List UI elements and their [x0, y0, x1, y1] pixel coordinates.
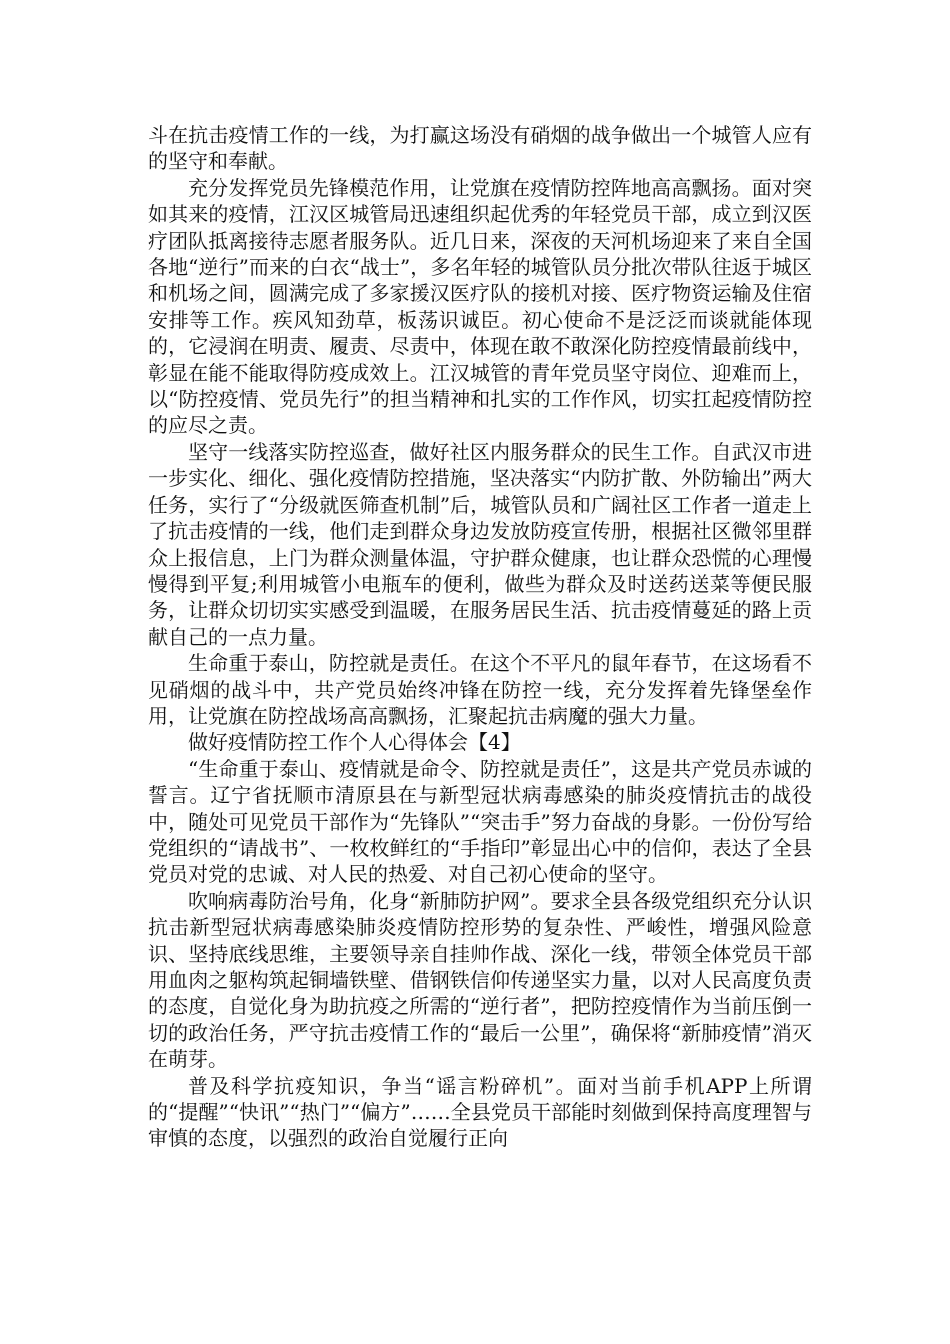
paragraph: 充分发挥党员先锋模范作用，让党旗在疫情防控阵地高高飘扬。面对突如其来的疫情，江汉区城管局迅速组织起优秀的年轻党员干部，成立到汉医疗团队抵离接待志愿者服务队。近几日来，深夜的天河机场迎来了来自全国各地“逆行”而来的白衣“战士”，多名年轻的城管队员分批次带队往返于城区和机场之间，圆满完成了多家援汉医疗队的接机对接、医疗物资运输及住宿安排等工作。疾风知劲草，板荡识诚臣。初心使命不是泛泛而谈就能体现的，它浸润在明责、履责、尽责中，体现在敢不敢深化防控疫情最前线中，彰显在能不能取得防疫成效上。江汉城管的青年党员坚守岗位、迎难而上，以“防控疫情、党员先行”的担当精神和扎实的工作作风，切实扛起疫情防控的应尽之责。 — [148, 175, 812, 438]
document-body — [148, 122, 812, 1152]
paragraph: 吹响病毒防治号角，化身“新肺防护网”。要求全县各级党组织充分认识抗击新型冠状病毒感染肺炎疫情防控形势的复杂性、严峻性，增强风险意识、坚持底线思维，主要领导亲自挂帅作战、深化一线，带领全体党员干部用血肉之躯构筑起铜墙铁壁、借钢铁信仰传递坚实力量，以对人民高度负责的态度，自觉化身为助抗疫之所需的“逆行者”，把防控疫情作为当前压倒一切的政治任务，严守抗击疫情工作的“最后一公里”，确保将“新肺疫情”消灭在萌芽。 — [148, 888, 812, 1072]
section-heading: 做好疫情防控工作个人心得体会【4】 — [188, 730, 521, 755]
paragraph-continued: 斗在抗击疫情工作的一线，为打赢这场没有硝烟的战争做出一个城管人应有的坚守和奉献。 — [148, 123, 812, 174]
paragraph: “生命重于泰山、疫情就是命令、防控就是责任”，这是共产党员赤诚的誓言。辽宁省抚顺市清原县在与新型冠状病毒感染的肺炎疫情抗击的战役中，随处可见党员干部作为“先锋队”“突击手”努力奋战的身影。一份份写给党组织的“请战书”、一枚枚鲜红的“手指印”彰显出心中的信仰，表达了全县党员对党的忠诚、对人民的热爱、对自己初心使命的坚守。 — [148, 756, 812, 887]
paragraph: 普及科学抗疫知识，争当“谣言粉碎机”。面对当前手机APP上所谓的“提醒”“快讯”“热门”“偏方”……全县党员干部能时刻做到保持高度理智与审慎的态度，以强烈的政治自觉履行正向 — [148, 1073, 812, 1151]
paragraph: 生命重于泰山，防控就是责任。在这个不平凡的鼠年春节，在这场看不见硝烟的战斗中，共产党员始终冲锋在防控一线，充分发挥着先锋堡垒作用，让党旗在防控战场高高飘扬，汇聚起抗击病魔的强大力量。 — [148, 651, 812, 728]
paragraph: 坚守一线落实防控巡查，做好社区内服务群众的民生工作。自武汉市进一步实化、细化、强化疫情防控措施，坚决落实“内防扩散、外防输出”两大任务，实行了“分级就医筛查机制”后，城管队员和广阔社区工作者一道走上了抗击疫情的一线，他们走到群众身边发放防疫宣传册，根据社区微邻里群众上报信息，上门为群众测量体温，守护群众健康，也让群众恐慌的心理慢慢得到平复;利用城管小电瓶车的便利，做些为群众及时送药送菜等便民服务，让群众切切实实感受到温暖，在服务居民生活、抗击疫情蔓延的路上贡献自己的一点力量。 — [148, 439, 812, 649]
